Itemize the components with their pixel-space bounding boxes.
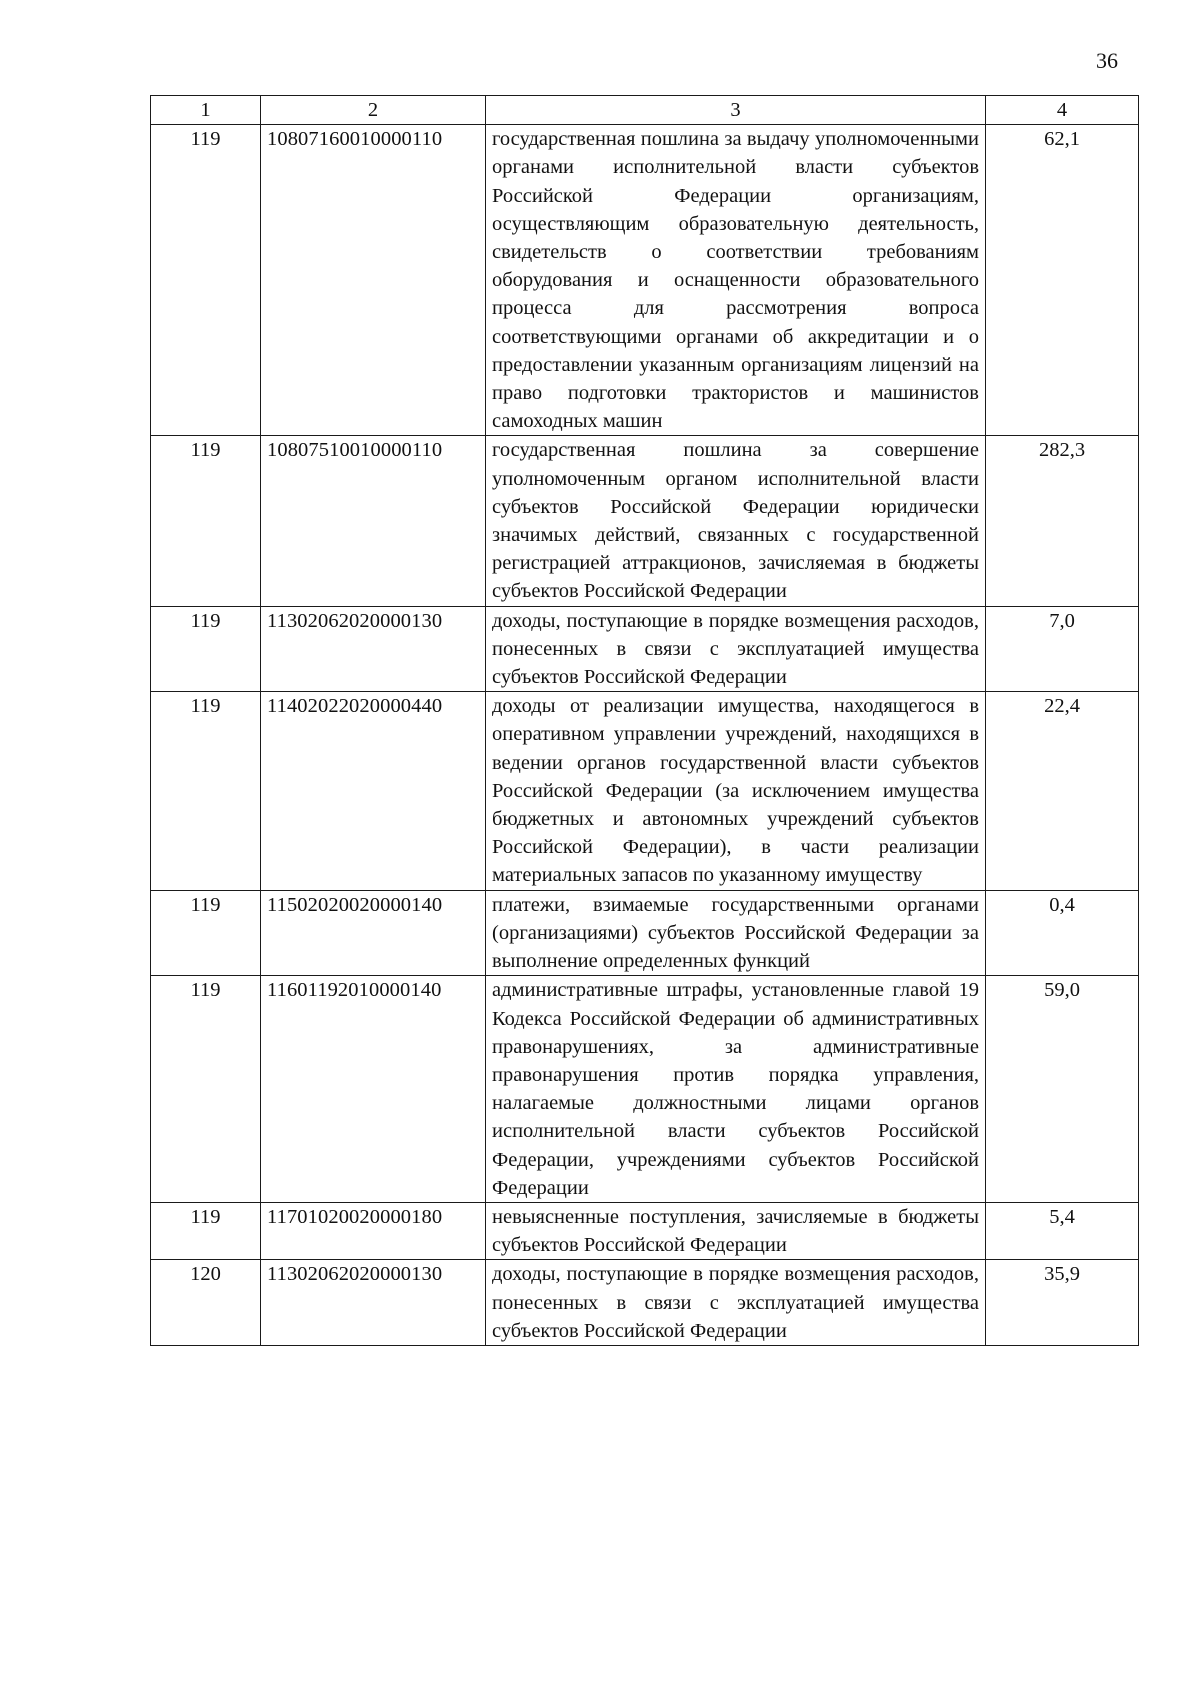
amount-cell: 0,4: [986, 890, 1139, 976]
budget-code-cell: 11701020020000180: [261, 1202, 486, 1259]
revenue-table: [150, 95, 1139, 1346]
amount-cell: 62,1: [986, 125, 1139, 436]
header-col-2: 2: [261, 96, 486, 125]
table-row: [151, 976, 1139, 1203]
amount-cell: 22,4: [986, 692, 1139, 890]
description-cell: платежи, взимаемые государственными органами (организациями) субъектов Российской Федерации за выполнение определенных функций: [486, 890, 986, 976]
header-col-3: 3: [486, 96, 986, 125]
admin-code-cell: 119: [151, 436, 261, 606]
amount-cell: 5,4: [986, 1202, 1139, 1259]
table-row: [151, 125, 1139, 436]
amount-cell: 59,0: [986, 976, 1139, 1203]
table-row: [151, 1202, 1139, 1259]
admin-code-cell: 119: [151, 890, 261, 976]
budget-code-cell: 11601192010000140: [261, 976, 486, 1203]
budget-code-cell: 10807510010000110: [261, 436, 486, 606]
budget-code-cell: 11502020020000140: [261, 890, 486, 976]
description-cell: доходы от реализации имущества, находящегося в оперативном управлении учреждений, находящихся в ведении органов государственной власти субъектов Российской Федерации (за исключением имущества бюджетных и автономных учреждений субъектов Российской Федерации), в части реализации материальных запасов по указанному имуществу: [486, 692, 986, 890]
amount-cell: 35,9: [986, 1260, 1139, 1346]
table-body: [151, 125, 1139, 1346]
description-cell: государственная пошлина за выдачу уполномоченными органами исполнительной власти субъектов Российской Федерации организациям, осуществляющим образовательную деятельность, свидетельств о соответствии требованиям оборудования и оснащенности образовательного процесса для рассмотрения вопроса соответствующими органами об аккредитации и о предоставлении указанным организациям лицензий на право подготовки трактористов и машинистов самоходных машин: [486, 125, 986, 436]
table-row: [151, 692, 1139, 890]
budget-code-cell: 11302062020000130: [261, 1260, 486, 1346]
admin-code-cell: 119: [151, 606, 261, 692]
page-number: 36: [1096, 48, 1118, 73]
table-header: [151, 96, 1139, 125]
budget-code-cell: 11302062020000130: [261, 606, 486, 692]
header-row: [151, 96, 1139, 125]
table-row: [151, 890, 1139, 976]
description-cell: невыясненные поступления, зачисляемые в бюджеты субъектов Российской Федерации: [486, 1202, 986, 1259]
admin-code-cell: 119: [151, 125, 261, 436]
description-cell: доходы, поступающие в порядке возмещения расходов, понесенных в связи с эксплуатацией имущества субъектов Российской Федерации: [486, 1260, 986, 1346]
admin-code-cell: 119: [151, 692, 261, 890]
description-cell: доходы, поступающие в порядке возмещения расходов, понесенных в связи с эксплуатацией имущества субъектов Российской Федерации: [486, 606, 986, 692]
header-col-4: 4: [986, 96, 1139, 125]
admin-code-cell: 120: [151, 1260, 261, 1346]
header-col-1: 1: [151, 96, 261, 125]
description-cell: государственная пошлина за совершение уполномоченным органом исполнительной власти субъектов Российской Федерации юридически значимых действий, связанных с государственной регистрацией аттракционов, зачисляемая в бюджеты субъектов Российской Федерации: [486, 436, 986, 606]
budget-code-cell: 11402022020000440: [261, 692, 486, 890]
table-row: [151, 606, 1139, 692]
table-row: [151, 1260, 1139, 1346]
admin-code-cell: 119: [151, 1202, 261, 1259]
description-cell: административные штрафы, установленные главой 19 Кодекса Российской Федерации об административных правонарушениях, за административные правонарушения против порядка управления, налагаемые должностными лицами органов исполнительной власти субъектов Российской Федерации, учреждениями субъектов Российской Федерации: [486, 976, 986, 1203]
table-row: [151, 436, 1139, 606]
amount-cell: 7,0: [986, 606, 1139, 692]
admin-code-cell: 119: [151, 976, 261, 1203]
budget-code-cell: 10807160010000110: [261, 125, 486, 436]
amount-cell: 282,3: [986, 436, 1139, 606]
